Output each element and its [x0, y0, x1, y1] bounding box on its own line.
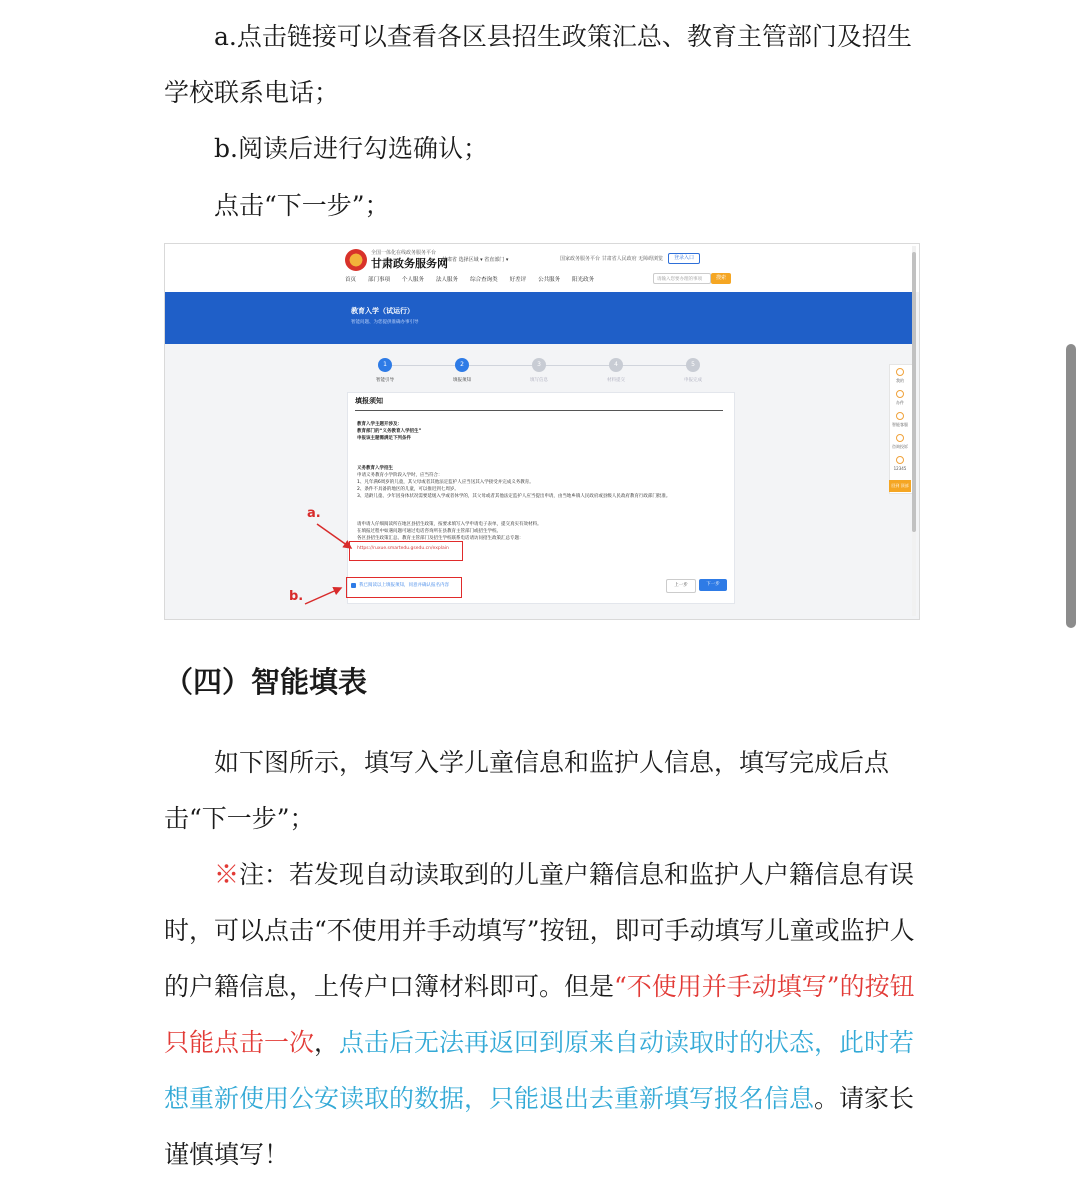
notice-bold-line: 教育入学主题开涉及： — [357, 422, 402, 427]
step-5: 5 — [686, 358, 700, 372]
side-item-hotline[interactable]: 12345 — [893, 466, 907, 471]
nav-item-departments[interactable]: 部门事项 — [368, 277, 391, 283]
nav-item-corporate[interactable]: 法人服务 — [436, 277, 459, 283]
prev-button[interactable]: 上一步 — [666, 579, 696, 593]
step-4: 4 — [609, 358, 623, 372]
side-item-complaint[interactable]: 咨询投诉 — [892, 444, 908, 449]
notice-line: 2、条件不具备的地区的儿童，可以推迟到七周岁。 — [357, 487, 459, 492]
side-item-cases[interactable]: 办件 — [896, 400, 904, 405]
notice-card-title: 填报须知 — [355, 397, 383, 405]
paragraph-next-step: 点击“下一步”； — [214, 191, 390, 220]
file-icon[interactable] — [896, 390, 904, 398]
agree-checkbox-label[interactable]: 我已阅读以上填报须知，同意并确认报名内容 — [359, 583, 449, 588]
note-mark: ※ — [214, 860, 240, 889]
region-selector[interactable]: 甘肃省 选择区域 ▾ 省直部门 ▾ — [442, 257, 509, 263]
policy-link[interactable]: https://ruxue.smartedu.gsedu.cn/explain — [357, 546, 449, 551]
note-red-text: “不使用并手动填写”的按钮只能点击一次 — [164, 972, 915, 1057]
step-label-5: 申报完成 — [684, 378, 702, 383]
embedded-screenshot — [164, 243, 920, 620]
step-label-3: 填写信息 — [530, 378, 548, 383]
banner-subtitle: 智能问题、为您提供准确办事引导 — [351, 320, 419, 325]
nav-item-home[interactable]: 首页 — [345, 277, 357, 283]
note-text-2: 。请家长谨慎填写！ — [164, 1084, 915, 1169]
site-search-input[interactable]: 请输入您要办理的事项 — [653, 273, 711, 284]
notice-line: 1、凡年满6周岁的儿童，其父母或者其他法定监护人应当送其入学接受并完成义务教育。 — [357, 480, 534, 485]
chat-icon[interactable] — [896, 434, 904, 442]
arrow-b — [305, 588, 341, 604]
nav-item-query[interactable]: 综合查询类 — [470, 277, 498, 283]
inner-scrollbar-thumb[interactable] — [912, 252, 916, 532]
site-title: 甘肃政务服务网 — [371, 257, 448, 270]
step-label-4: 材料提交 — [607, 378, 625, 383]
robot-icon[interactable] — [896, 412, 904, 420]
notice-bold-line: 教育部门的“义务教育入学招生” — [357, 429, 422, 434]
side-item-mine[interactable]: 我的 — [896, 378, 904, 383]
phone-icon[interactable] — [896, 456, 904, 464]
nav-item-personal[interactable]: 个人服务 — [402, 277, 425, 283]
step-1: 1 — [378, 358, 392, 372]
step-label-1: 智能引导 — [376, 378, 394, 383]
user-icon[interactable] — [896, 368, 904, 376]
site-search-button[interactable]: 搜索 — [711, 273, 731, 284]
step-label-2: 填报须知 — [453, 378, 471, 383]
note-text-1: 注：若发现自动读取到的儿童户籍信息和监护人户籍信息有误时，可以点击“不使用并手动填写”按钮，即可手动填写儿童或监护人的户籍信息，上传户口簿材料即可。但是 — [164, 860, 915, 1001]
step-2: 2 — [455, 358, 469, 372]
notice-line: 申请义务教育小学阶段入学时，应当符合： — [357, 473, 443, 478]
paragraph-note — [164, 847, 916, 1183]
page-scrollbar[interactable] — [1066, 344, 1076, 628]
top-links[interactable]: 国家政务服务平台 甘肃省人民政府 无障碍浏览 — [560, 256, 664, 262]
next-button[interactable]: 下一步 — [699, 579, 727, 591]
section-heading: （四）智能填表 — [164, 665, 368, 699]
nav-item-public[interactable]: 公共服务 — [538, 277, 561, 283]
annotation-b: b. — [289, 589, 304, 604]
banner-title: 教育入学（试运行） — [351, 307, 414, 315]
notice-line: 请申请人仔细阅读所在地区县招生政策，按要求填写入学申请电子表单，提交真实有效材料。 — [357, 522, 542, 527]
paragraph-fill-form: 如下图所示，填写入学儿童信息和监护人信息，填写完成后点击“下一步”； — [164, 748, 890, 833]
back-to-top-button[interactable]: 回到 顶部 — [889, 480, 911, 492]
nav-item-sunshine[interactable]: 阳光政务 — [572, 277, 595, 283]
notice-line: 在填报过程中如遇问题可通过电话咨询所在县教育主管部门或招生学校。 — [357, 529, 501, 534]
note-separator: ， — [314, 1028, 340, 1057]
arrow-a — [317, 524, 351, 548]
login-button[interactable]: 登录入口 — [668, 253, 700, 264]
side-item-assistant[interactable]: 智能客服 — [892, 422, 908, 427]
notice-line: 各区县招生政策汇总、教育主管部门及招生学校联系电话请访问招生政策汇总专题： — [357, 536, 524, 541]
paragraph-b: b.阅读后进行勾选确认； — [214, 134, 488, 163]
notice-line: 3、适龄儿童、少年因身体状况需要延缓入学或者休学的，其父母或者其他法定监护人应当提出申请，由当地乡镇人民政府或县级人民政府教育行政部门批准。 — [357, 494, 671, 499]
paragraph-a: a.点击链接可以查看各区县招生政策汇总、教育主管部门及招生学校联系电话； — [164, 22, 912, 107]
note-cyan-text: 点击后无法再返回到原来自动读取时的状态，此时若想重新使用公安读取的数据，只能退出去重新填写报名信息 — [164, 1028, 915, 1113]
annotation-a: a. — [307, 506, 321, 521]
notice-bold-line: 申报该主题需满足下列条件 — [357, 436, 411, 441]
platform-subtitle: 全国一体化在线政务服务平台 — [371, 250, 437, 256]
step-3: 3 — [532, 358, 546, 372]
nav-item-review[interactable]: 好差评 — [509, 277, 527, 283]
notice-line: 义务教育入学招生 — [357, 466, 393, 471]
annotation-arrows — [165, 244, 919, 619]
